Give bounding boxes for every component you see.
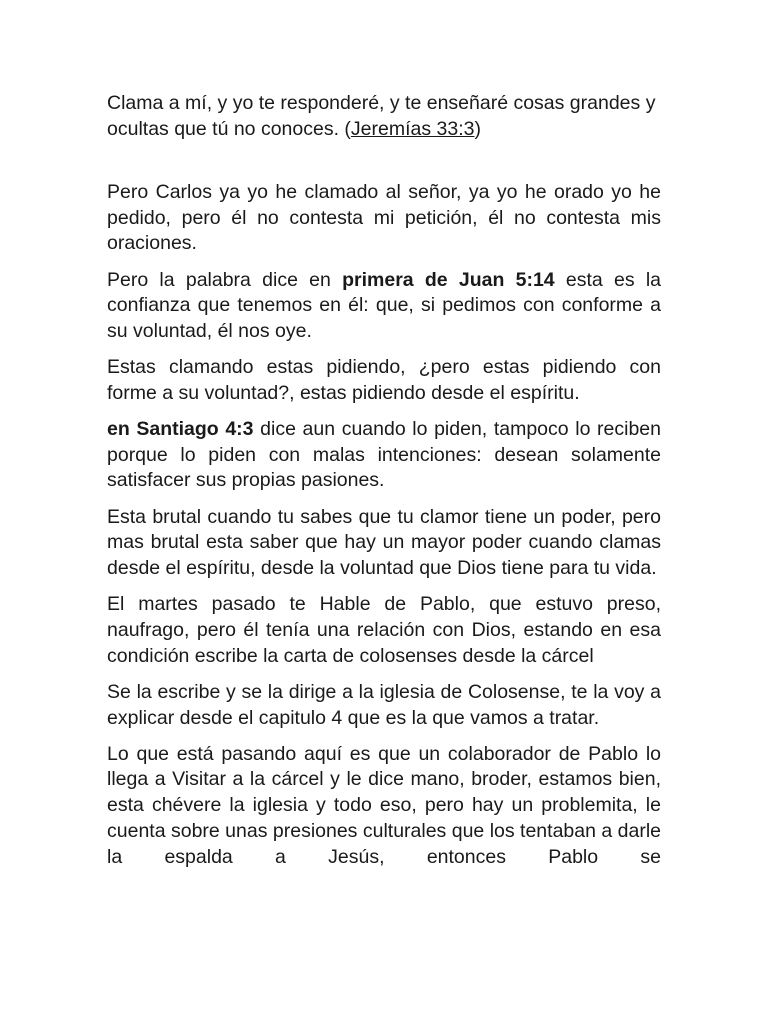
paragraph-2-rest: esta es la confianza que tenemos en él: que, si pedimos con conforme a su voluntad, él nos oye. <box>107 268 662 342</box>
paragraph-5: Esta brutal cuando tu sabes que tu clamor tiene un poder, pero mas brutal esta saber que hay un mayor poder cuando clamas desde el espíritu, desde la voluntad que Dios tiene para tu vida. <box>107 505 661 580</box>
blank-line <box>107 153 661 180</box>
document-page <box>107 91 661 881</box>
paragraph-1: Pero Carlos ya yo he clamado al señor, ya yo he orado yo he pedido, pero él no contesta mi petición, él no contesta mis oraciones. <box>107 180 661 255</box>
scripture-reference-link[interactable]: Jeremías 33:3 <box>350 117 475 140</box>
paragraph-2-lead: Pero la palabra dice en <box>107 268 343 291</box>
bible-reference-juan: primera de Juan 5:14 <box>342 268 555 291</box>
scripture-quote <box>107 91 661 142</box>
bible-reference-santiago: en Santiago 4:3 <box>107 418 254 441</box>
paragraph-8: Lo que está pasando aquí es que un colaborador de Pablo lo llega a Visitar a la cárcel y le dice mano, broder, estamos bien, esta chévere la iglesia y todo eso, pero hay un problemita, le cuenta sobre unas presiones culturales que los tentaban a darle la espalda a Jesús, entonces Pablo se <box>107 742 661 868</box>
paragraph-7: Se la escribe y se la dirige a la iglesia de Colosense, te la voy a explicar desde el capitulo 4 que es la que vamos a tratar. <box>107 680 661 729</box>
quote-text: Clama a mí, y yo te responderé, y te enseñaré cosas grandes y ocultas que tú no conoces. ( <box>107 92 656 140</box>
paragraph-3: Estas clamando estas pidiendo, ¿pero estas pidiendo con forme a su voluntad?, estas pidiendo desde el espíritu. <box>107 356 661 404</box>
paragraph-2 <box>107 268 661 345</box>
paragraph-4-rest: dice aun cuando lo piden, tampoco lo reciben porque lo piden con malas intenciones: desean solamente satisfacer sus propias pasiones. <box>107 418 661 492</box>
paragraph-4 <box>107 417 661 494</box>
paragraph-6: El martes pasado te Hable de Pablo, que estuvo preso, naufrago, pero él tenía una relación con Dios, estando en esa condición escribe la carta de colosenses desde la cárcel <box>107 593 661 667</box>
quote-close: ) <box>474 117 481 140</box>
